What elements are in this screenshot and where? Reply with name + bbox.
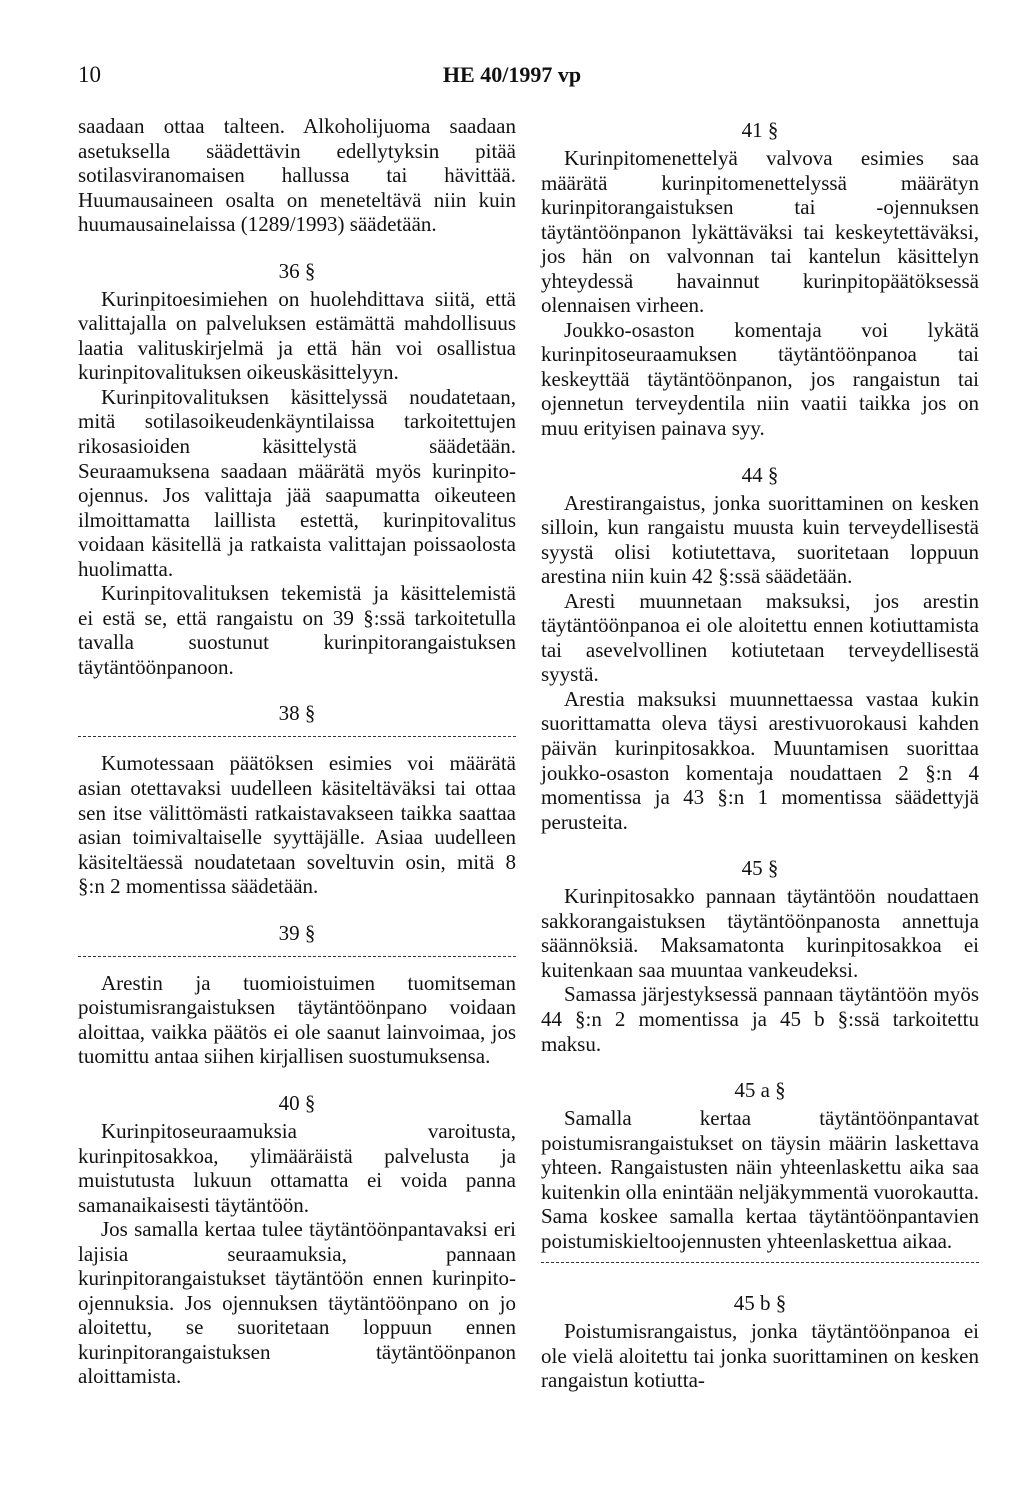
- section-40-paragraph-1: Kurinpitoseuraamuksia varoitusta, kurinpitosakkoa, ylimääräistä palvelusta ja muistutusta lukuun ottamatta ei voida panna samanaikaisesti täytäntöön.: [78, 1118, 516, 1217]
- section-38-heading: 38 §: [278, 701, 316, 726]
- section-45a-heading: 45 a §: [734, 1078, 786, 1103]
- section-36-paragraph-2: Kurinpitovalituksen käsittelyssä noudatetaan, mitä sotilasoikeudenkäyntilaissa tarkoitettujen rikosasioiden käsittelystä säädetään. Seuraamuksena saadaan määrätä myös kurinpito-ojennus. Jos valittaja jää saapumatta oikeuteen ilmoittamatta laillista estettä, kurinpitovalitus voidaan käsitellä ja ratkaista valittajan poissaolosta huolimatta.: [78, 384, 516, 581]
- omission-line: [78, 956, 516, 963]
- section-39-heading: 39 §: [278, 920, 316, 945]
- section-41-paragraph-1: Kurinpitomenettelyä valvova esimies saa määrätä kurinpitomenettelyssä määrätyn kurinpitorangaistuksen tai -ojennuksen täytäntöönpanon lykättäväksi tai keskeytettäväksi, jos hän on valvonnan tai kantelun käsittelyn yhteydessä havainnut kurinpitopäätöksessä olennaisen virheen.: [541, 146, 979, 318]
- section-45-paragraph-1: Kurinpitosakko pannaan täytäntöön noudattaen sakkorangaistuksen täytäntöönpanosta annettuja säännöksiä. Maksamatonta kurinpitosakkoa ei kuitenkaan saa muuntaa vankeudeksi.: [541, 884, 979, 982]
- omission-line: [78, 736, 516, 743]
- section-44-paragraph-3: Arestia maksuksi muunnettaessa vastaa kukin suorittamatta oleva täysi arestivuorokausi kahden päivän kurinpitosakkoa. Muuntamisen suorittaa joukko-osaston komentaja noudattaen 2 §:n 4 momentissa ja 43 §:n 1 momentissa säädettyjä perusteita.: [541, 686, 979, 834]
- section-40-heading: 40 §: [278, 1090, 316, 1115]
- section-36-paragraph-1: Kurinpitoesimiehen on huolehdittava siitä, että valittajalla on palveluksen estämättä mahdollisuus laatia valituskirjelmä ja että hän voi osallistua kurinpitovalituksen oikeuskäsittelyyn.: [78, 286, 516, 385]
- section-38-paragraph-1: Kumotessaan päätöksen esimies voi määrätä asian otettavaksi uudelleen käsiteltäväksi tai ottaa sen itse välittömästi ratkaistavakseen taikka saattaa asian toimivaltaiselle syyttäjälle. Asiaa uudelleen käsiteltäessä noudatetaan soveltuvin osin, mitä 8 §:n 2 momentissa säädetään.: [78, 751, 516, 899]
- section-44-paragraph-2: Aresti muunnetaan maksuksi, jos arestin täytäntöönpanoa ei ole aloitettu ennen kotiuttamista tai asevelvollinen kotiutetaan terveydellisestä syystä.: [541, 588, 979, 687]
- section-39-paragraph-1: Arestin ja tuomioistuimen tuomitseman poistumisrangaistuksen täytäntöönpano voidaan aloittaa, vaikka päätös ei ole saanut lainvoimaa, jos tuomittu antaa siihen kirjallisen suostumuksensa.: [78, 970, 516, 1069]
- section-44-heading: 44 §: [741, 462, 779, 487]
- section-45-paragraph-2: Samassa järjestyksessä pannaan täytäntöön myös 44 §:n 2 momentissa ja 45 b §:ssä tarkoitettu maksu.: [541, 982, 979, 1056]
- section-36-paragraph-3: Kurinpitovalituksen tekemistä ja käsittelemistä ei estä se, että rangaistu on 39 §:ssä tarkoitetulla tavalla suostunut kurinpitorangaistuksen täytäntöönpanoon.: [78, 581, 516, 679]
- section-45b-paragraph-1: Poistumisrangaistus, jonka täytäntöönpanoa ei ole vielä aloitettu tai jonka suorittaminen on kesken rangaistun kotiutta-: [541, 1319, 979, 1393]
- section-35-continuation: saadaan ottaa talteen. Alkoholijuoma saadaan asetuksella säädettävin edellytyksin pitää sotilasviranomaisen hallussa tai hävittää. Huumausaineen osalta on meneteltävä niin kuin huumausainelaissa (1289/1993) säädetään.: [78, 114, 516, 237]
- section-45b-heading: 45 b §: [733, 1291, 787, 1316]
- section-40-paragraph-2: Jos samalla kertaa tulee täytäntöönpantavaksi eri lajisia seuraamuksia, pannaan kurinpitorangaistukset täytäntöön ennen kurinpito-ojennuksia. Jos ojennuksen täytäntöönpano on jo aloitettu, se suoritetaan loppuun ennen kurinpitorangaistuksen täytäntöönpanon aloittamista.: [78, 1217, 516, 1389]
- section-45-heading: 45 §: [741, 856, 779, 881]
- document-id: HE 40/1997 vp: [442, 62, 582, 87]
- page-number: 10: [78, 62, 101, 87]
- section-44-paragraph-1: Arestirangaistus, jonka suorittaminen on kesken silloin, kun rangaistu muusta kuin terveydellisestä syystä olisi kotiutettava, suoritetaan loppuun arestina niin kuin 42 §:ssä säädetään.: [541, 490, 979, 589]
- omission-line: [541, 1262, 979, 1269]
- section-41-heading: 41 §: [741, 118, 779, 142]
- section-45a-paragraph-1: Samalla kertaa täytäntöönpantavat poistumisrangaistukset on täysin määrin laskettava yhteen. Rangaistusten näin yhteenlaskettu aika saa kuitenkin olla enintään neljäkymmentä vuorokautta. Sama koskee samalla kertaa täytäntöönpantavien poistumiskieltoojennusten yhteenlaskettua aikaa.: [541, 1106, 979, 1253]
- page-header: [0, 60, 1024, 92]
- section-41-paragraph-2: Joukko-osaston komentaja voi lykätä kurinpitoseuraamuksen täytäntöönpanoa tai keskeyttää täytäntöönpanon, jos rangaistun tai ojennetun terveydentila niin vaatii taikka jos on muu erityisen painava syy.: [541, 317, 979, 441]
- left-column: [78, 114, 516, 1389]
- right-column: [541, 114, 979, 1393]
- section-36-heading: 36 §: [278, 258, 316, 283]
